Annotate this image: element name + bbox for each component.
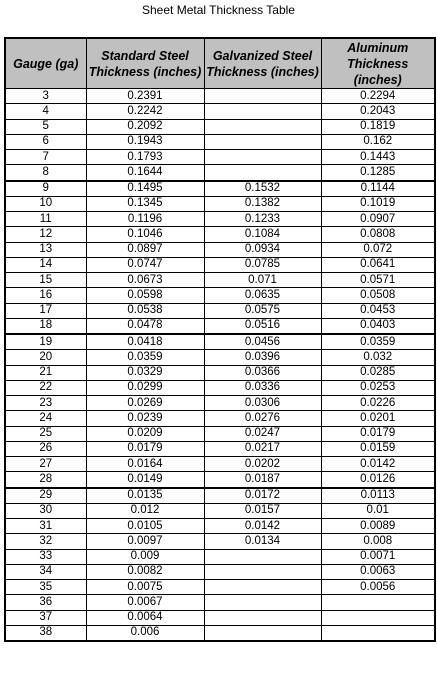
standard-steel-cell: 0.0164 xyxy=(86,457,204,472)
column-header-galvanized-steel: Galvanized Steel Thickness (inches) xyxy=(204,38,321,89)
standard-steel-cell: 0.0673 xyxy=(86,273,204,288)
standard-steel-cell: 0.0082 xyxy=(86,564,204,579)
aluminum-cell: 0.0285 xyxy=(321,365,435,380)
gauge-cell: 18 xyxy=(5,318,86,334)
standard-steel-cell: 0.2391 xyxy=(86,89,204,104)
table-row xyxy=(5,396,435,411)
gauge-cell: 13 xyxy=(5,242,86,257)
galvanized-steel-cell: 0.1233 xyxy=(204,212,321,227)
aluminum-cell: 0.008 xyxy=(321,534,435,549)
standard-steel-cell: 0.0538 xyxy=(86,303,204,318)
table-row xyxy=(5,165,435,181)
aluminum-cell: 0.0808 xyxy=(321,227,435,242)
galvanized-steel-cell xyxy=(204,104,321,119)
gauge-cell: 12 xyxy=(5,227,86,242)
aluminum-cell xyxy=(321,625,435,641)
standard-steel-cell: 0.1495 xyxy=(86,181,204,197)
aluminum-cell: 0.032 xyxy=(321,350,435,365)
aluminum-cell: 0.0201 xyxy=(321,411,435,426)
aluminum-cell: 0.0056 xyxy=(321,580,435,595)
standard-steel-cell: 0.009 xyxy=(86,549,204,564)
table-row xyxy=(5,350,435,365)
standard-steel-cell: 0.0329 xyxy=(86,365,204,380)
aluminum-cell: 0.0142 xyxy=(321,457,435,472)
standard-steel-cell: 0.1345 xyxy=(86,196,204,211)
aluminum-cell: 0.2043 xyxy=(321,104,435,119)
table-row xyxy=(5,519,435,534)
aluminum-cell: 0.0113 xyxy=(321,488,435,504)
standard-steel-cell: 0.0239 xyxy=(86,411,204,426)
standard-steel-cell: 0.0747 xyxy=(86,257,204,272)
table-row xyxy=(5,625,435,641)
galvanized-steel-cell xyxy=(204,165,321,181)
gauge-cell: 21 xyxy=(5,365,86,380)
galvanized-steel-cell: 0.0157 xyxy=(204,503,321,518)
aluminum-cell: 0.1019 xyxy=(321,196,435,211)
galvanized-steel-cell: 0.0516 xyxy=(204,318,321,334)
standard-steel-cell: 0.0209 xyxy=(86,426,204,441)
table-row xyxy=(5,150,435,165)
gauge-cell: 11 xyxy=(5,212,86,227)
galvanized-steel-cell: 0.071 xyxy=(204,273,321,288)
standard-steel-cell: 0.0064 xyxy=(86,610,204,625)
galvanized-steel-cell xyxy=(204,595,321,610)
gauge-cell: 36 xyxy=(5,595,86,610)
galvanized-steel-cell xyxy=(204,150,321,165)
aluminum-cell: 0.0226 xyxy=(321,396,435,411)
galvanized-steel-cell: 0.0396 xyxy=(204,350,321,365)
galvanized-steel-cell xyxy=(204,134,321,149)
galvanized-steel-cell: 0.0202 xyxy=(204,457,321,472)
table-row xyxy=(5,242,435,257)
table-row xyxy=(5,488,435,504)
table-row xyxy=(5,564,435,579)
galvanized-steel-cell: 0.0785 xyxy=(204,257,321,272)
table-row xyxy=(5,134,435,149)
aluminum-cell: 0.0359 xyxy=(321,334,435,350)
standard-steel-cell: 0.0897 xyxy=(86,242,204,257)
page-title: Sheet Metal Thickness Table xyxy=(142,3,295,17)
galvanized-steel-cell: 0.0247 xyxy=(204,426,321,441)
aluminum-cell: 0.0063 xyxy=(321,564,435,579)
table-row xyxy=(5,288,435,303)
table-row xyxy=(5,181,435,197)
standard-steel-cell: 0.1793 xyxy=(86,150,204,165)
standard-steel-cell: 0.012 xyxy=(86,503,204,518)
aluminum-cell: 0.0253 xyxy=(321,380,435,395)
galvanized-steel-cell: 0.0635 xyxy=(204,288,321,303)
gauge-cell: 14 xyxy=(5,257,86,272)
column-header-gauge: Gauge (ga) xyxy=(5,38,86,89)
galvanized-steel-cell: 0.0217 xyxy=(204,441,321,456)
gauge-cell: 10 xyxy=(5,196,86,211)
standard-steel-cell: 0.0075 xyxy=(86,580,204,595)
standard-steel-cell: 0.0149 xyxy=(86,472,204,488)
table-row xyxy=(5,104,435,119)
standard-steel-cell: 0.006 xyxy=(86,625,204,641)
table-row xyxy=(5,441,435,456)
galvanized-steel-cell: 0.0934 xyxy=(204,242,321,257)
galvanized-steel-cell: 0.1084 xyxy=(204,227,321,242)
gauge-cell: 33 xyxy=(5,549,86,564)
table-body xyxy=(5,89,435,642)
aluminum-cell: 0.0641 xyxy=(321,257,435,272)
gauge-cell: 23 xyxy=(5,396,86,411)
aluminum-cell: 0.0179 xyxy=(321,426,435,441)
aluminum-cell: 0.1285 xyxy=(321,165,435,181)
standard-steel-cell: 0.1196 xyxy=(86,212,204,227)
galvanized-steel-cell: 0.1382 xyxy=(204,196,321,211)
gauge-cell: 5 xyxy=(5,119,86,134)
gauge-cell: 26 xyxy=(5,441,86,456)
table-row xyxy=(5,426,435,441)
gauge-cell: 38 xyxy=(5,625,86,641)
table-row xyxy=(5,457,435,472)
aluminum-cell: 0.0403 xyxy=(321,318,435,334)
standard-steel-cell: 0.0478 xyxy=(86,318,204,334)
table-row xyxy=(5,411,435,426)
table-row xyxy=(5,595,435,610)
table-row xyxy=(5,610,435,625)
gauge-cell: 37 xyxy=(5,610,86,625)
aluminum-cell: 0.0907 xyxy=(321,212,435,227)
gauge-cell: 8 xyxy=(5,165,86,181)
standard-steel-cell: 0.0097 xyxy=(86,534,204,549)
table-row xyxy=(5,303,435,318)
galvanized-steel-cell xyxy=(204,119,321,134)
aluminum-cell: 0.1819 xyxy=(321,119,435,134)
galvanized-steel-cell xyxy=(204,610,321,625)
standard-steel-cell: 0.0105 xyxy=(86,519,204,534)
table-row xyxy=(5,549,435,564)
galvanized-steel-cell xyxy=(204,625,321,641)
standard-steel-cell: 0.0179 xyxy=(86,441,204,456)
table-row xyxy=(5,503,435,518)
table-row xyxy=(5,380,435,395)
table-header xyxy=(5,38,435,89)
gauge-cell: 7 xyxy=(5,150,86,165)
standard-steel-cell: 0.1943 xyxy=(86,134,204,149)
aluminum-cell: 0.0126 xyxy=(321,472,435,488)
galvanized-steel-cell xyxy=(204,564,321,579)
aluminum-cell: 0.01 xyxy=(321,503,435,518)
gauge-cell: 9 xyxy=(5,181,86,197)
aluminum-cell: 0.162 xyxy=(321,134,435,149)
aluminum-cell: 0.0508 xyxy=(321,288,435,303)
column-header-standard-steel: Standard Steel Thickness (inches) xyxy=(86,38,204,89)
galvanized-steel-cell: 0.0366 xyxy=(204,365,321,380)
galvanized-steel-cell: 0.0336 xyxy=(204,380,321,395)
table-row xyxy=(5,334,435,350)
aluminum-cell: 0.1144 xyxy=(321,181,435,197)
gauge-cell: 34 xyxy=(5,564,86,579)
aluminum-cell xyxy=(321,595,435,610)
standard-steel-cell: 0.0135 xyxy=(86,488,204,504)
table-row xyxy=(5,89,435,104)
table-row xyxy=(5,318,435,334)
standard-steel-cell: 0.2242 xyxy=(86,104,204,119)
aluminum-cell: 0.0089 xyxy=(321,519,435,534)
gauge-cell: 31 xyxy=(5,519,86,534)
gauge-cell: 28 xyxy=(5,472,86,488)
gauge-cell: 25 xyxy=(5,426,86,441)
table-row xyxy=(5,273,435,288)
standard-steel-cell: 0.1046 xyxy=(86,227,204,242)
gauge-cell: 35 xyxy=(5,580,86,595)
gauge-cell: 15 xyxy=(5,273,86,288)
standard-steel-cell: 0.0359 xyxy=(86,350,204,365)
standard-steel-cell: 0.1644 xyxy=(86,165,204,181)
table-row xyxy=(5,257,435,272)
aluminum-cell: 0.0453 xyxy=(321,303,435,318)
galvanized-steel-cell: 0.1532 xyxy=(204,181,321,197)
gauge-cell: 4 xyxy=(5,104,86,119)
standard-steel-cell: 0.0299 xyxy=(86,380,204,395)
gauge-cell: 27 xyxy=(5,457,86,472)
table-row xyxy=(5,534,435,549)
galvanized-steel-cell xyxy=(204,549,321,564)
aluminum-cell xyxy=(321,610,435,625)
galvanized-steel-cell: 0.0134 xyxy=(204,534,321,549)
galvanized-steel-cell: 0.0187 xyxy=(204,472,321,488)
standard-steel-cell: 0.0598 xyxy=(86,288,204,303)
table-row xyxy=(5,472,435,488)
gauge-cell: 22 xyxy=(5,380,86,395)
gauge-cell: 29 xyxy=(5,488,86,504)
standard-steel-cell: 0.0418 xyxy=(86,334,204,350)
aluminum-cell: 0.1443 xyxy=(321,150,435,165)
gauge-cell: 17 xyxy=(5,303,86,318)
galvanized-steel-cell: 0.0306 xyxy=(204,396,321,411)
table-row xyxy=(5,365,435,380)
thickness-table xyxy=(4,37,436,642)
table-row xyxy=(5,580,435,595)
aluminum-cell: 0.0071 xyxy=(321,549,435,564)
galvanized-steel-cell xyxy=(204,89,321,104)
standard-steel-cell: 0.2092 xyxy=(86,119,204,134)
table-row xyxy=(5,227,435,242)
gauge-cell: 16 xyxy=(5,288,86,303)
gauge-cell: 30 xyxy=(5,503,86,518)
gauge-cell: 6 xyxy=(5,134,86,149)
galvanized-steel-cell: 0.0172 xyxy=(204,488,321,504)
galvanized-steel-cell: 0.0456 xyxy=(204,334,321,350)
gauge-cell: 24 xyxy=(5,411,86,426)
gauge-cell: 19 xyxy=(5,334,86,350)
galvanized-steel-cell: 0.0142 xyxy=(204,519,321,534)
aluminum-cell: 0.0571 xyxy=(321,273,435,288)
table-row xyxy=(5,212,435,227)
aluminum-cell: 0.2294 xyxy=(321,89,435,104)
galvanized-steel-cell: 0.0575 xyxy=(204,303,321,318)
column-header-aluminum: Aluminum Thickness (inches) xyxy=(321,38,435,89)
table-row xyxy=(5,196,435,211)
gauge-cell: 32 xyxy=(5,534,86,549)
gauge-cell: 20 xyxy=(5,350,86,365)
table-row xyxy=(5,119,435,134)
aluminum-cell: 0.0159 xyxy=(321,441,435,456)
galvanized-steel-cell: 0.0276 xyxy=(204,411,321,426)
standard-steel-cell: 0.0067 xyxy=(86,595,204,610)
gauge-cell: 3 xyxy=(5,89,86,104)
aluminum-cell: 0.072 xyxy=(321,242,435,257)
standard-steel-cell: 0.0269 xyxy=(86,396,204,411)
galvanized-steel-cell xyxy=(204,580,321,595)
